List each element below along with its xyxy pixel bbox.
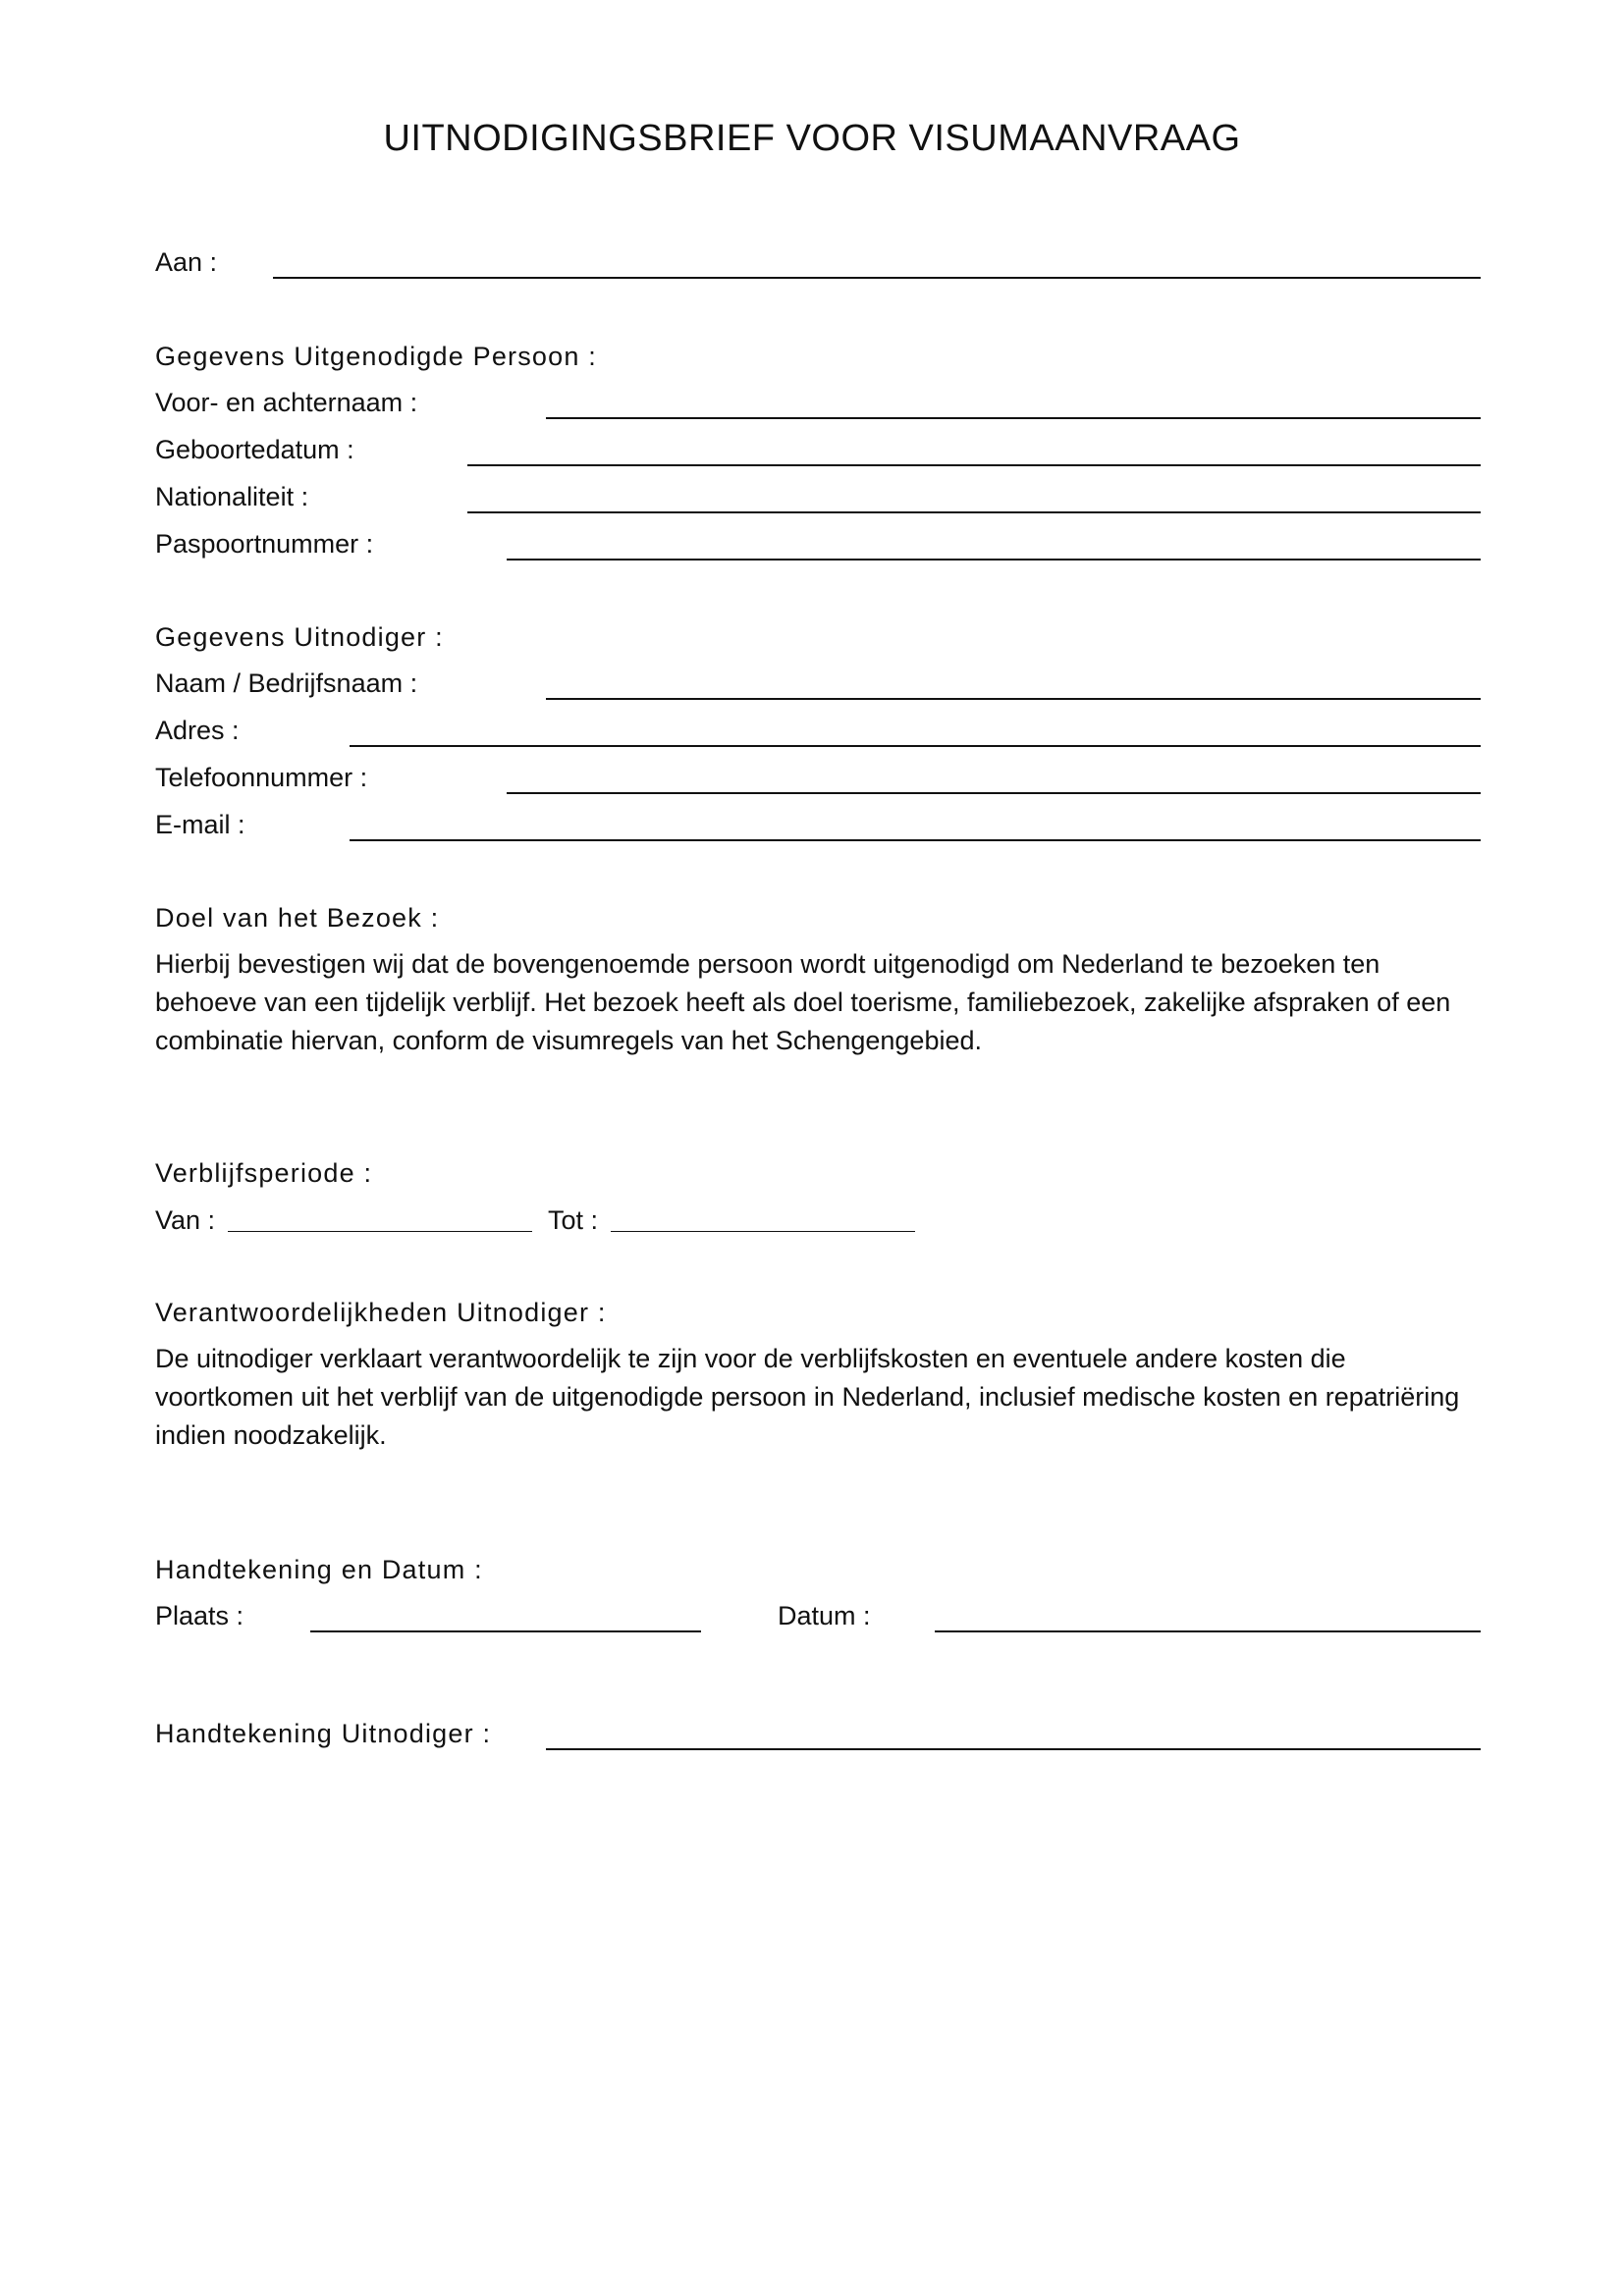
- inviter-signature-label: Handtekening Uitnodiger :: [155, 1719, 492, 1748]
- signature-heading: Handtekening en Datum :: [155, 1555, 483, 1584]
- to-field[interactable]: [273, 277, 1481, 279]
- stay-from-field[interactable]: [228, 1231, 532, 1232]
- place-label: Plaats :: [155, 1601, 244, 1630]
- purpose-text: Hierbij bevestigen wij dat de bovengenoemde persoon wordt uitgenodigd om Nederland te bezoeken ten behoeve van een tijdelijk verblijf. Het bezoek heeft als doel toerisme, familiebezoek, zakelijke afspraken of een combinatie hiervan, conform de visumregels van het Schengengebied.: [155, 949, 1451, 1055]
- to-label: Aan :: [155, 247, 218, 277]
- full-name-label: Voor- en achternaam :: [155, 388, 418, 417]
- responsibilities-text: De uitnodiger verklaart verantwoordelijk te zijn voor de verblijfskosten en eventuele andere kosten die voortkomen uit het verblijf van de uitgenodigde persoon in Nederland, inclusief medische kosten en repatriëring indien noodzakelijk.: [155, 1344, 1460, 1450]
- place-field[interactable]: [310, 1630, 701, 1632]
- stay-to-field[interactable]: [611, 1231, 915, 1232]
- email-field[interactable]: [350, 839, 1481, 841]
- date-label: Datum :: [778, 1601, 871, 1630]
- purpose-heading: Doel van het Bezoek :: [155, 903, 440, 933]
- address-field[interactable]: [350, 745, 1481, 747]
- full-name-field[interactable]: [546, 417, 1481, 419]
- nationality-label: Nationaliteit :: [155, 482, 309, 511]
- passport-field[interactable]: [507, 559, 1481, 561]
- inviter-name-field[interactable]: [546, 698, 1481, 700]
- inviter-signature-field[interactable]: [546, 1748, 1481, 1750]
- stay-to-label: Tot :: [548, 1205, 599, 1235]
- birth-date-label: Geboortedatum :: [155, 435, 354, 464]
- inviter-heading: Gegevens Uitnodiger :: [155, 622, 444, 652]
- phone-label: Telefoonnummer :: [155, 763, 368, 792]
- phone-field[interactable]: [507, 792, 1481, 794]
- document-title: UITNODIGINGSBRIEF VOOR VISUMAANVRAAG: [383, 118, 1241, 159]
- inviter-name-label: Naam / Bedrijfsnaam :: [155, 668, 418, 698]
- email-label: E-mail :: [155, 810, 245, 839]
- passport-label: Paspoortnummer :: [155, 529, 374, 559]
- stay-from-label: Van :: [155, 1205, 216, 1235]
- stay-heading: Verblijfsperiode :: [155, 1158, 373, 1188]
- address-label: Adres :: [155, 716, 240, 745]
- nationality-field[interactable]: [467, 511, 1481, 513]
- responsibilities-heading: Verantwoordelijkheden Uitnodiger :: [155, 1298, 607, 1327]
- invitee-heading: Gegevens Uitgenodigde Persoon :: [155, 342, 597, 371]
- birth-date-field[interactable]: [467, 464, 1481, 466]
- date-field[interactable]: [935, 1630, 1481, 1632]
